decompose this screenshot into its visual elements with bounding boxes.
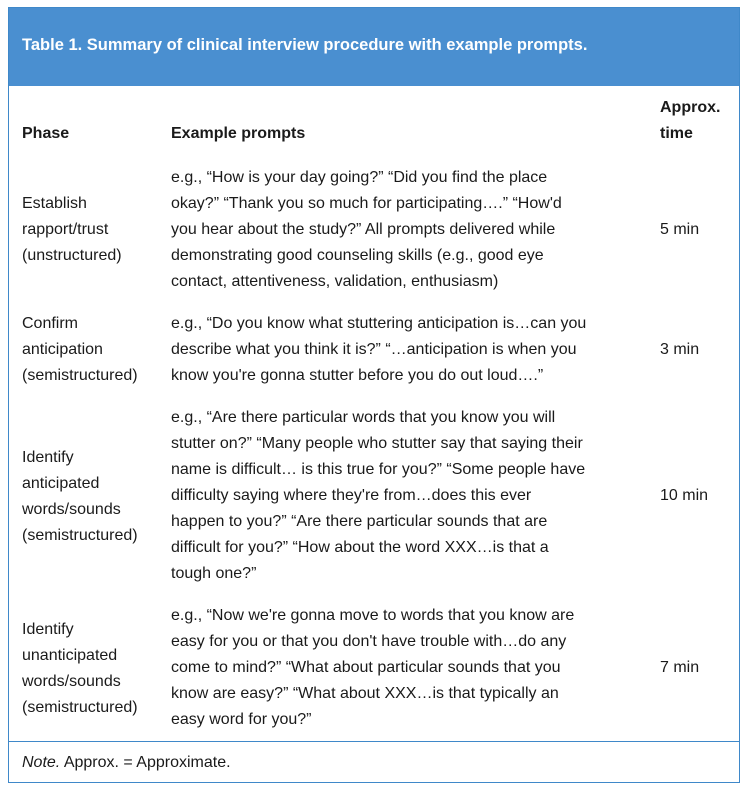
- row4-phase-line4: (semistructured): [22, 699, 138, 716]
- row1-phase-line2: rapport/trust: [22, 221, 109, 238]
- header-time-line2: time: [660, 125, 693, 142]
- row1-phase-line1: Establish: [22, 195, 87, 212]
- row1-prompt-line3: you hear about the study?” All prompts delivered while: [171, 221, 556, 238]
- row1-prompt-line2: okay?” “Thank you so much for participating….” “How'd: [171, 195, 562, 212]
- row3-phase-line4: (semistructured): [22, 527, 138, 544]
- row3-time: 10 min: [660, 487, 709, 504]
- table-container: [8, 7, 740, 783]
- row1-phase-line3: (unstructured): [22, 247, 122, 264]
- table-caption-bar: [9, 8, 739, 86]
- row4-phase-line1: Identify: [22, 621, 74, 638]
- row3-phase-line2: anticipated: [22, 475, 100, 492]
- note-text: Approx. = Approximate.: [60, 754, 231, 771]
- header-prompts: Example prompts: [171, 125, 306, 142]
- row3-phase-line1: Identify: [22, 449, 74, 466]
- row4-prompt-line2: easy for you or that you don't have trouble with…do any: [171, 633, 567, 650]
- table-caption: Table 1. Summary of clinical interview procedure with example prompts.: [22, 36, 588, 54]
- row2-time: 3 min: [660, 341, 700, 358]
- header-phase: Phase: [22, 125, 70, 142]
- row3-prompt-line6: difficult for you?” “How about the word XXX…is that a: [171, 539, 549, 556]
- row2-prompt-line3: know you're gonna stutter before you do out loud….”: [171, 367, 544, 384]
- row2-phase-line1: Confirm: [22, 315, 79, 332]
- row3-prompt-line7: tough one?”: [171, 565, 257, 582]
- row3-prompt-line5: happen to you?” “Are there particular sounds that are: [171, 513, 548, 530]
- row4-prompt-line3: come to mind?” “What about particular sounds that you: [171, 659, 561, 676]
- note-divider: [9, 741, 739, 742]
- row3-prompt-line2: stutter on?” “Many people who stutter say that saying their: [171, 435, 583, 452]
- row1-time: 5 min: [660, 221, 700, 238]
- row2-prompt-line2: describe what you think it is?” “…anticipation is when you: [171, 341, 577, 358]
- row2-phase-line3: (semistructured): [22, 367, 138, 384]
- row4-prompt-line5: easy word for you?”: [171, 711, 312, 728]
- row3-prompt-line3: name is difficult… is this true for you?” “Some people have: [171, 461, 586, 478]
- row1-prompt-line5: contact, attentiveness, validation, enthusiasm): [171, 273, 499, 290]
- row4-phase-line2: unanticipated: [22, 647, 118, 664]
- row4-time: 7 min: [660, 659, 700, 676]
- row2-prompt-line1: e.g., “Do you know what stuttering anticipation is…can you: [171, 315, 587, 332]
- row4-phase-line3: words/sounds: [22, 673, 121, 690]
- row4-prompt-line4: know are easy?” “What about XXX…is that typically an: [171, 685, 559, 702]
- row2-phase-line2: anticipation: [22, 341, 103, 358]
- row3-prompt-line4: difficulty saying where they're from…does this ever: [171, 487, 532, 504]
- header-time-line1: Approx.: [660, 99, 721, 116]
- table-note: [22, 751, 231, 775]
- row3-prompt-line1: e.g., “Are there particular words that you know you will: [171, 409, 556, 426]
- row1-prompt-line4: demonstrating good counseling skills (e.g., good eye: [171, 247, 544, 264]
- row3-phase-line3: words/sounds: [22, 501, 121, 518]
- row1-prompt-line1: e.g., “How is your day going?” “Did you find the place: [171, 169, 548, 186]
- row4-prompt-line1: e.g., “Now we're gonna move to words that you know are: [171, 607, 575, 624]
- note-label: Note.: [22, 754, 61, 771]
